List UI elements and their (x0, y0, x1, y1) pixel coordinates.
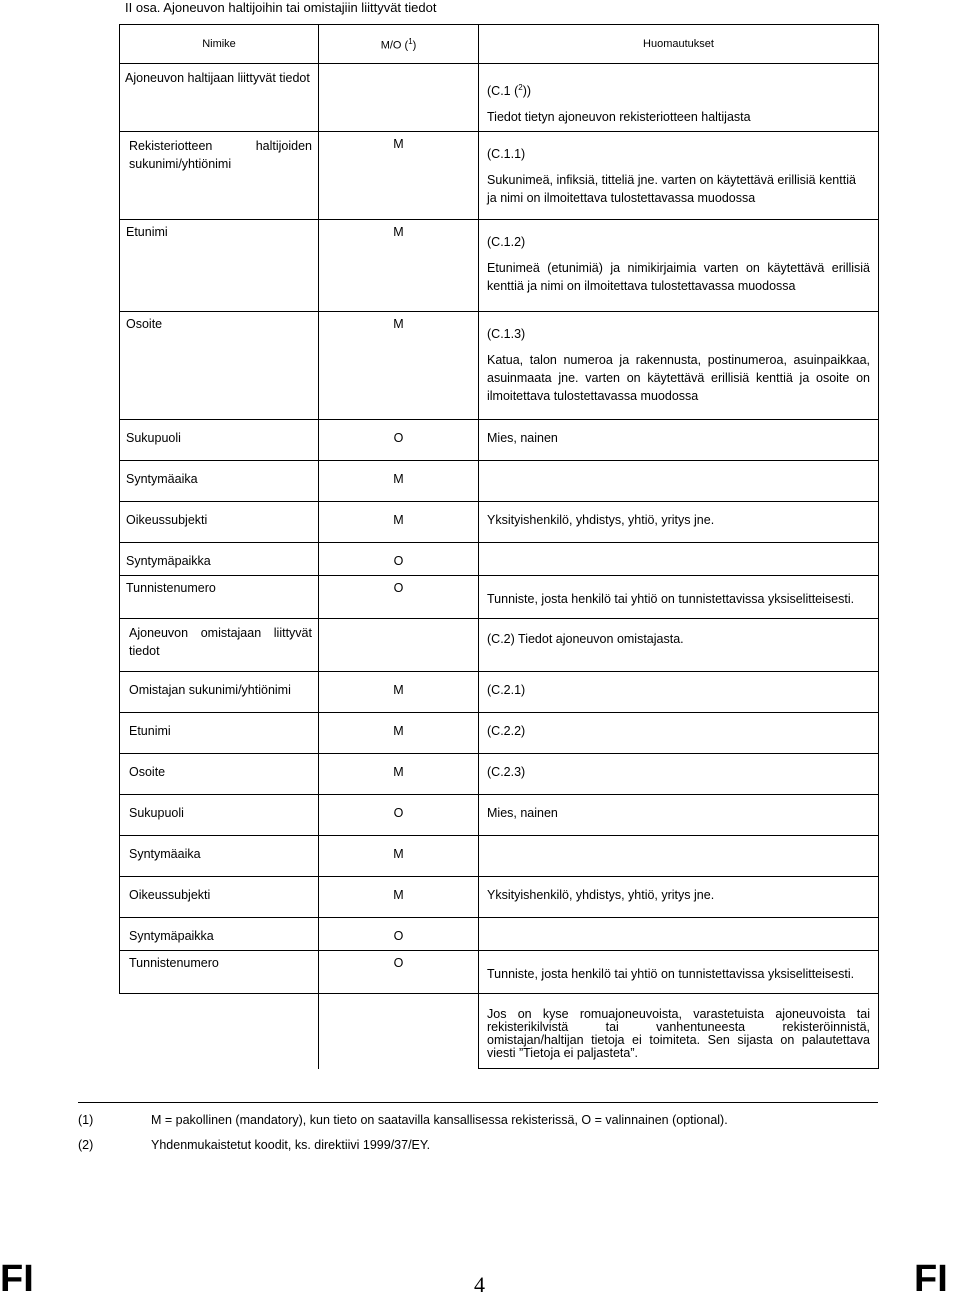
table-row (120, 619, 879, 672)
holder-address-code: (C.1.3) (487, 327, 526, 341)
table-row: Etunimi M (C.1.2) Etunimeä (etunimiä) ja nimikirjaimia varten on käytettävä erillisiä kenttiä ja nimi on ilmoitettava tulostettavassa muodossa (120, 220, 879, 312)
table-row: Syntymäpaikka O (120, 543, 879, 576)
holder-address-label: Osoite (120, 312, 319, 420)
table-row: Osoite M (C.2.3) (120, 754, 879, 795)
data-table (119, 24, 879, 1069)
table-row: Sukupuoli O Mies, nainen (120, 795, 879, 836)
footer-lang-left: FI (0, 1258, 34, 1300)
table-row: Tunnistenumero O Tunniste, josta henkilö tai yhtiö on tunnistettavissa yksiselitteisesti. (120, 951, 879, 994)
table-row: Rekisteriotteen haltijoiden sukunimi/yhtiönimi M (C.1.1) Sukunimeä, infiksiä, titteliä jne. varten on käytettävä erillisiä kenttiä ja nimi on ilmoitettava tulostettavassa muodossa (120, 132, 879, 220)
holder-firstname-code: (C.1.2) (487, 235, 526, 249)
holder-firstname-label: Etunimi (120, 220, 319, 312)
holder-name-label: Rekisteriotteen haltijoiden (129, 139, 312, 153)
owner-heading: Ajoneuvon omistajaan liittyvät tiedot (120, 619, 319, 672)
table-row: Tunnistenumero O Tunniste, josta henkilö tai yhtiö on tunnistettavissa yksiselitteisesti. (120, 576, 879, 619)
holder-code-desc: Tiedot tietyn ajoneuvon rekisteriotteen haltijasta (487, 110, 751, 125)
holder-firstname-mo: M (319, 220, 479, 312)
table-row: Oikeussubjekti M Yksityishenkilö, yhdistys, yhtiö, yritys jne. (120, 877, 879, 918)
table-row: Syntymäpaikka O (120, 918, 879, 951)
footer-lang-right: FI (914, 1258, 948, 1300)
holder-name-mo: M (319, 132, 479, 220)
table-row: Sukupuoli O Mies, nainen (120, 420, 879, 461)
holder-code: (C.1 ($^2$)) (487, 83, 532, 99)
table-header-row (120, 25, 879, 64)
page-number: 4 (474, 1272, 485, 1297)
table-row: Oikeussubjekti M Yksityishenkilö, yhdistys, yhtiö, yritys jne. (120, 502, 879, 543)
table-row (120, 64, 879, 132)
table-row: Omistajan sukunimi/yhtiönimi M (C.2.1) (120, 672, 879, 713)
table-row: Osoite M (C.1.3) Katua, talon numeroa ja rakennusta, postinumeroa, asuinpaikkaa, asuinmaata jne. varten on käytettävä erillisiä kenttiä ja osoite on ilmoitettava tulostettavassa muodossa (120, 312, 879, 420)
holder-heading: Ajoneuvon haltijaan liittyvät tiedot (120, 64, 319, 132)
holder-address-mo: M (319, 312, 479, 420)
header-notes: Huomautukset (479, 25, 879, 64)
holder-name-code: (C.1.1) (487, 147, 526, 161)
footnote-divider (78, 1102, 878, 1103)
owner-code-desc: (C.2) Tiedot ajoneuvon omistajasta. (479, 619, 879, 672)
table-row: Syntymäaika M (120, 836, 879, 877)
header-mo: M/O ($^1$) (319, 25, 479, 64)
table-row (120, 994, 879, 1069)
owner-final-note: Jos on kyse romuajoneuvoista, varastetuista ajoneuvoista tai rekisterikilvistä tai vanhentuneesta rekisteröinnistä, omistajan/haltijan tietoja ei toimiteta. Sen sijasta on palautettava viesti ”Tietoja ei paljasteta”. (479, 994, 879, 1069)
table-row: Etunimi M (C.2.2) (120, 713, 879, 754)
table-row: Syntymäaika M (120, 461, 879, 502)
section-title: II osa. Ajoneuvon haltijoihin tai omistajiin liittyvät tiedot (125, 0, 437, 15)
header-name: Nimike (120, 25, 319, 64)
